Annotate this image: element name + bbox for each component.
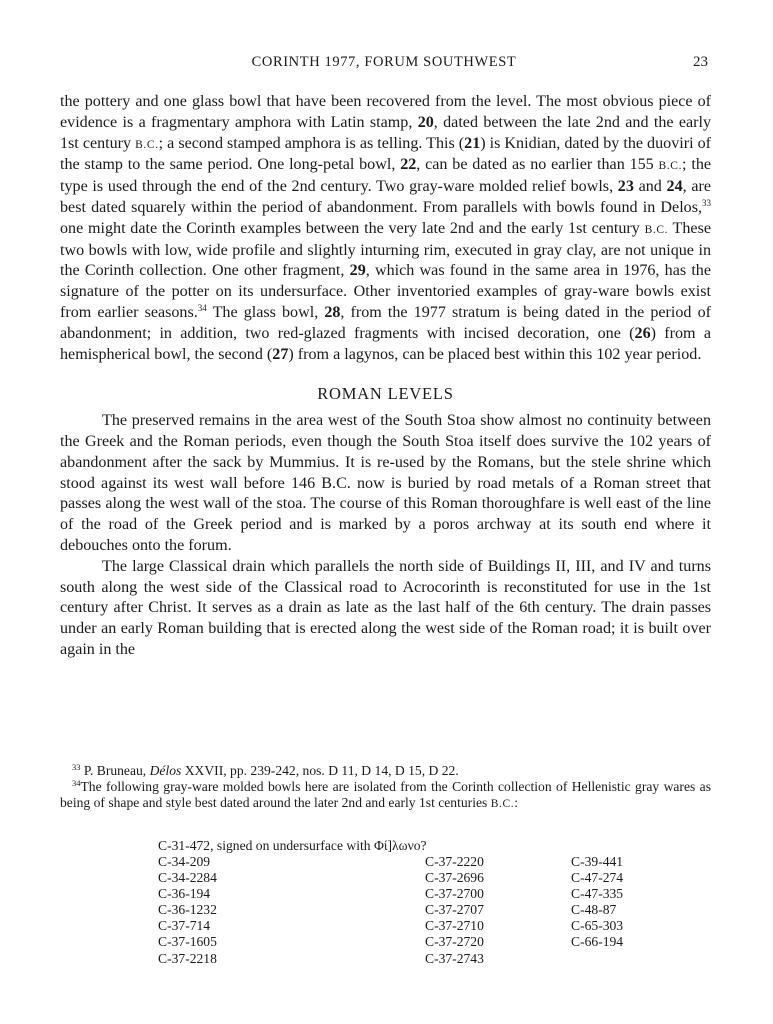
- paragraph-pottery-evidence: [60, 92, 711, 365]
- catalogue-number: 22: [400, 156, 417, 174]
- running-head: [60, 54, 708, 76]
- inventory-signed-entry: C-31-472, signed on undersurface with Φί]λωνο?: [158, 838, 427, 853]
- text-run: ; a second stamped amphora is as telling. This (: [158, 134, 465, 152]
- inventory-column-3: [571, 854, 623, 951]
- footnote-number: 34: [72, 778, 81, 788]
- inventory-item: C-37-2710: [425, 918, 484, 934]
- inventory-item: C-36-1232: [158, 902, 217, 918]
- catalogue-number: 20: [417, 113, 434, 131]
- inventory-item: C-37-714: [158, 918, 211, 934]
- inventory-item: C-65-303: [571, 918, 624, 934]
- text-run: ) is Knidian, dated by the duoviri of the stamp to the same period. One long-petal bowl,: [60, 134, 711, 174]
- footnote-text: :: [514, 795, 518, 810]
- inventory-item: C-37-2696: [425, 870, 484, 886]
- inventory-item: C-37-2720: [425, 934, 484, 950]
- footnote-text: XXVII, pp. 239-242, nos. D 11, D 14, D 15, D 22.: [181, 763, 459, 778]
- catalogue-number: 23: [617, 178, 634, 196]
- inventory-item: C-37-1605: [158, 934, 217, 950]
- catalogue-number: 26: [634, 324, 651, 342]
- inventory-item: C-37-2700: [425, 886, 484, 902]
- text-run: , from the 1977 stratum is being dated in the period of abandonment; in addition, two red-glazed fragments with incised decoration, one (: [60, 303, 711, 342]
- text-run: one might date the Corinth examples between the very late 2nd and the early 1st century: [60, 219, 645, 237]
- paragraph-roman-street: The preserved remains in the area west of the South Stoa show almost no continuity between the Greek and the Roman periods, even though the South Stoa itself does survive the 102 years of abandonment after the sack by Mummius. It is re-used by the Romans, but the stele shrine which stood against its west wall before 146 B.C. now is buried by road metals of a Roman street that passes along the west wall of the stoa. The course of this Roman thoroughfare is well east of the line of the road of the Greek period and is marked by a poros archway at its south end where it debouches onto the forum.: [60, 412, 711, 554]
- section-heading: ROMAN LEVELS: [317, 384, 454, 404]
- text-run: ) from a lagynos, can be placed best within this 102 year period.: [288, 345, 702, 363]
- footnote-reference: 34: [197, 302, 207, 313]
- catalogue-number: 24: [666, 178, 683, 196]
- inventory-item: C-39-441: [571, 854, 624, 869]
- text-run: , which was found in the same area in 1976, has the signature of the potter on its undersurface. Other inventoried examples of gray-ware bowls exist from earlier seasons.: [60, 262, 712, 321]
- text-run: , can be dated as no earlier than 155: [416, 156, 659, 174]
- catalogue-number: 21: [464, 134, 481, 152]
- text-run: the pottery and one glass bowl that have been recovered from the level. The most obvious piece of evidence is a fragmentary amphora with Latin stamp,: [60, 93, 711, 131]
- inventory-item: C-48-87: [571, 902, 617, 918]
- catalogue-number: 27: [272, 345, 289, 363]
- inventory-item: C-37-2707: [425, 902, 484, 918]
- text-run: , dated between the late 2nd and the early 1st century: [60, 113, 711, 152]
- inventory-item: C-36-194: [158, 886, 211, 902]
- inventory-item: C-34-209: [158, 854, 211, 869]
- catalogue-number: 28: [324, 303, 341, 321]
- text-run: , are best dated squarely within the period of abandonment. From parallels with bowls found in Delos,: [60, 178, 711, 216]
- text-run: and: [633, 178, 667, 196]
- inventory-item: C-37-2218: [158, 950, 217, 966]
- text-run: These two bowls with low, wide profile and slightly inturning rim, executed in gray clay, are not unique in the Corinth collection. One other fragment,: [60, 219, 711, 280]
- footnote-33: [60, 763, 711, 779]
- text-run: The glass bowl,: [206, 303, 325, 321]
- page-number: 23: [693, 54, 708, 70]
- inventory-item: C-34-2284: [158, 870, 217, 886]
- footnote-reference: 33: [702, 197, 711, 208]
- footnote-number: 33: [72, 762, 81, 772]
- era-abbreviation: B.C.: [490, 798, 515, 810]
- inventory-item: C-47-335: [571, 886, 624, 902]
- catalogue-number: 29: [349, 262, 366, 280]
- text-run: ) from a hemispherical bowl, the second (: [60, 324, 711, 363]
- era-abbreviation: B.C.: [135, 138, 159, 151]
- inventory-item: C-37-2743: [425, 950, 484, 966]
- footnote-text: The following gray-ware molded bowls here are isolated from the Corinth collection of Hellenistic gray wares as being of shape and style best dated around the later 2nd and early 1st centuries: [60, 779, 711, 810]
- text-run: ; the type is used through the end of the 2nd century. Two gray-ware molded relief bowls,: [60, 156, 712, 196]
- inventory-column-1: [158, 854, 217, 967]
- era-abbreviation: B.C.: [644, 223, 669, 236]
- inventory-column-2: [425, 854, 484, 967]
- footnote-italic-title: Délos: [149, 763, 182, 778]
- inventory-item: C-66-194: [571, 934, 624, 950]
- footnote-text: P. Bruneau,: [80, 763, 150, 778]
- paragraph-classical-drain: The large Classical drain which parallels the north side of Buildings II, III, and IV and turns south along the west side of the Classical road to Acrocorinth is reconstituted for use in the 1st century after Christ. It serves as a drain as late as the last half of the 6th century. The drain passes under an early Roman building that is erected along the west side of the Roman road; it is built over again in the: [60, 557, 711, 658]
- running-title: CORINTH 1977, FORUM SOUTHWEST: [251, 54, 517, 70]
- body-text: [60, 92, 711, 661]
- inventory-item: C-37-2220: [425, 854, 484, 869]
- era-abbreviation: B.C.: [658, 160, 683, 173]
- footnote-34: [60, 779, 711, 812]
- footnotes: [60, 763, 711, 812]
- inventory-item: C-47-274: [571, 870, 624, 886]
